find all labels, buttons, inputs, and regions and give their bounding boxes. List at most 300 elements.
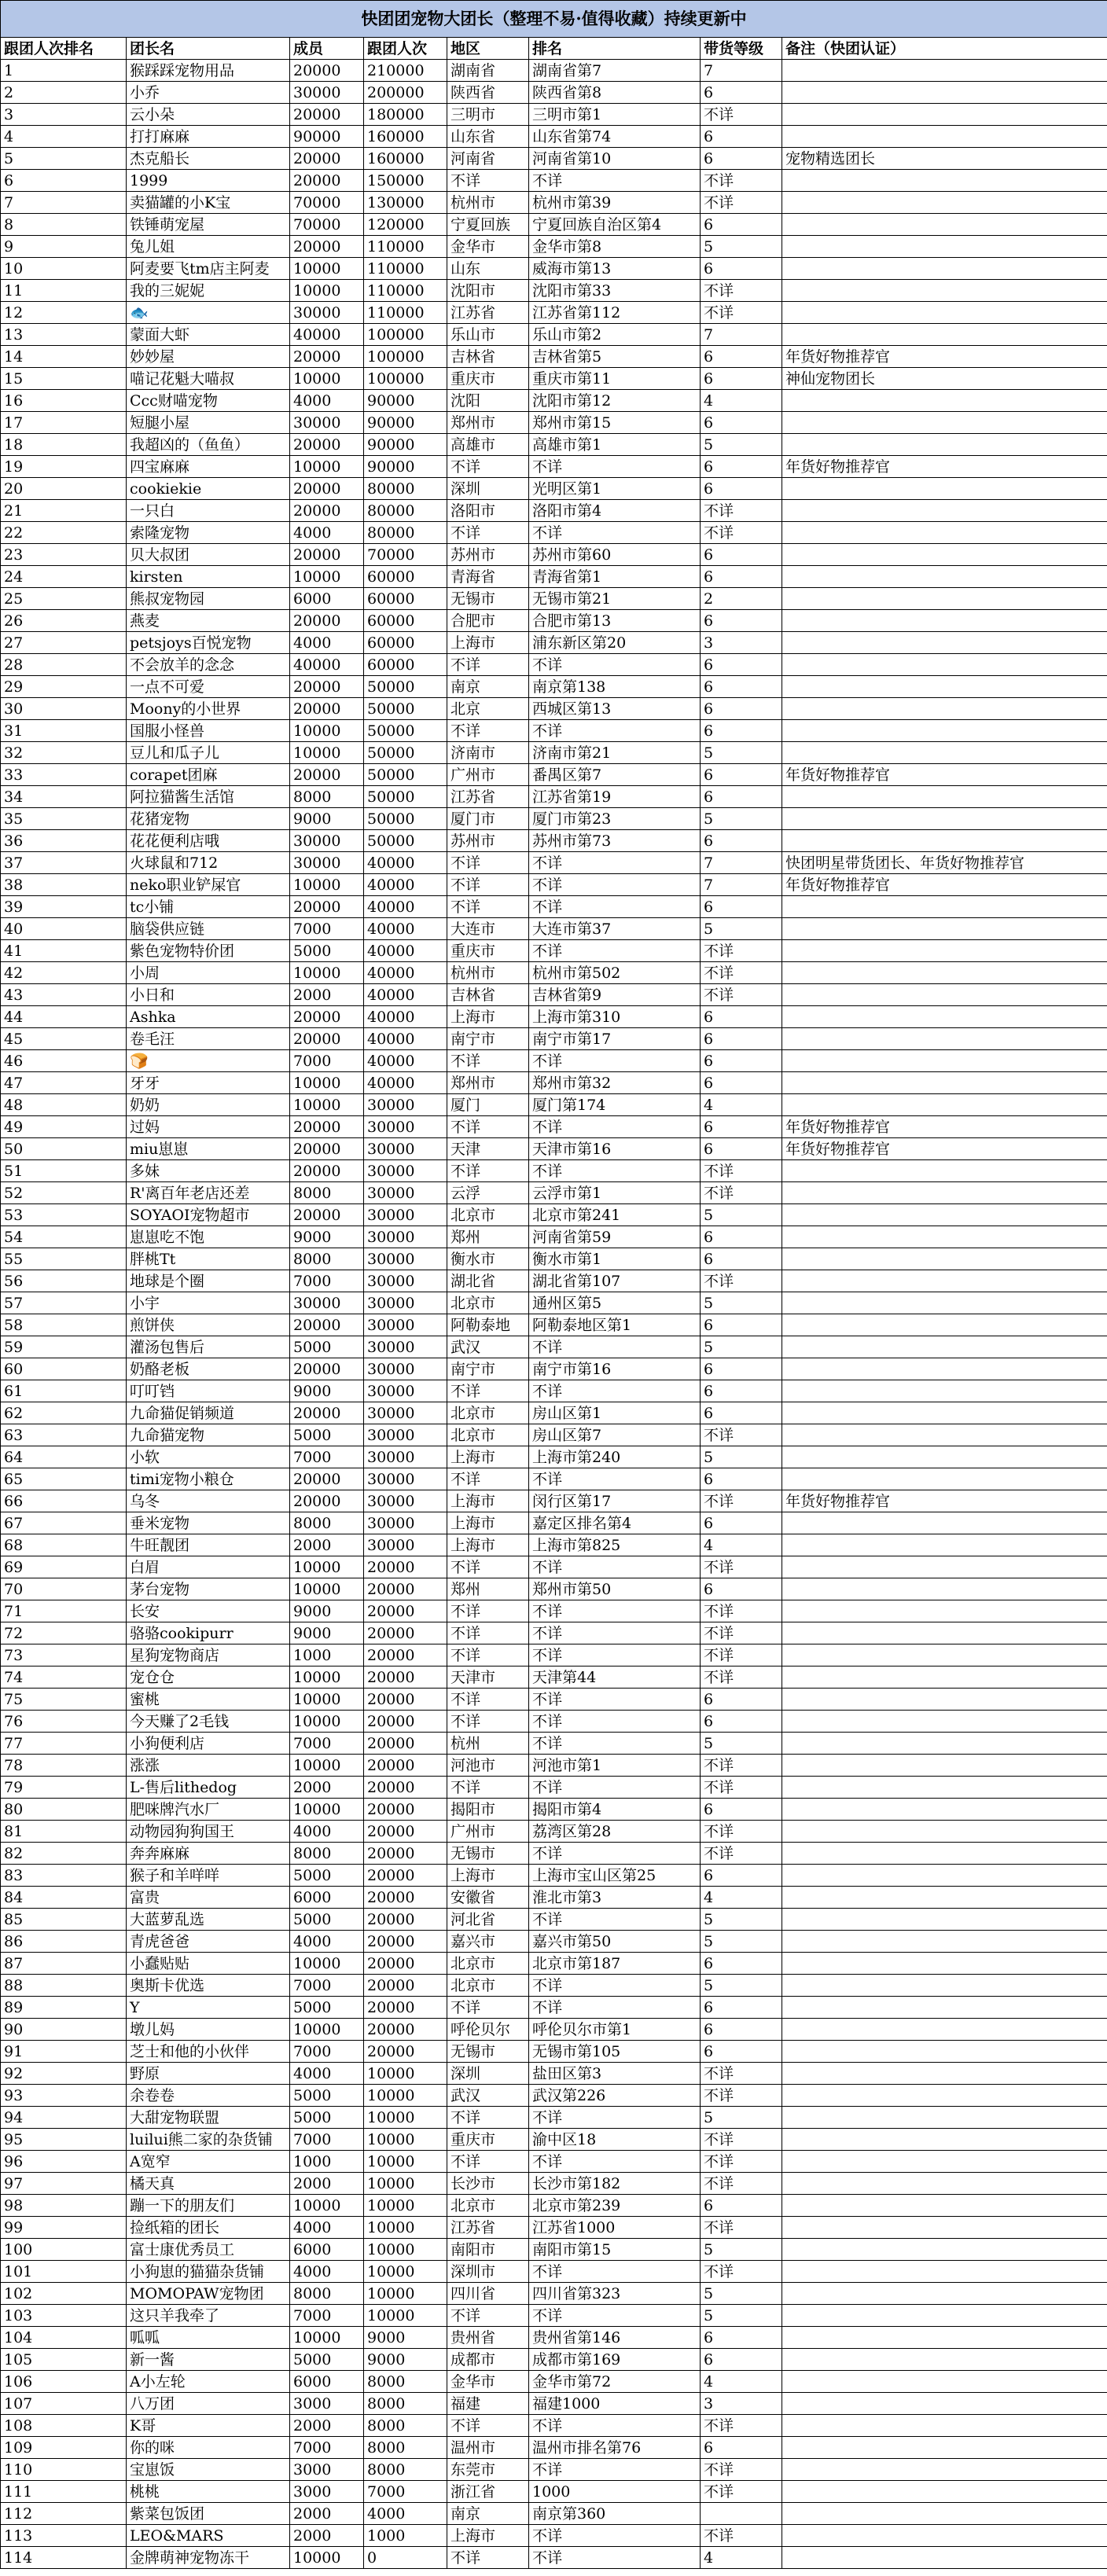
members-cell: 10000: [290, 1953, 364, 1975]
table-row: [1, 764, 1107, 786]
region-cell: 不详: [447, 456, 529, 478]
orders-cell: 50000: [364, 676, 447, 698]
level-cell: 6: [701, 720, 782, 742]
table-row: [1, 60, 1107, 82]
members-cell: 20000: [290, 60, 364, 82]
orders-cell: 30000: [364, 1138, 447, 1160]
remark-cell: [782, 1865, 1107, 1887]
remark-cell: [782, 1799, 1107, 1821]
rank-cell: 74: [1, 1666, 127, 1689]
table-row: [1, 808, 1107, 830]
level-cell: 不详: [701, 2217, 782, 2239]
region-cell: 天津市: [447, 1666, 529, 1689]
leader-name-cell: 宠仓仓: [127, 1666, 290, 1689]
leader-name-cell: 九命猫宠物: [127, 1424, 290, 1446]
members-cell: 5000: [290, 1424, 364, 1446]
orders-cell: 30000: [364, 1380, 447, 1402]
level-cell: 不详: [701, 1270, 782, 1292]
members-cell: 10000: [290, 2019, 364, 2041]
leader-name-cell: 宝崽饭: [127, 2459, 290, 2481]
ranking-cell: 北京市第187: [529, 1953, 701, 1975]
leader-name-cell: 牙牙: [127, 1072, 290, 1094]
rank-cell: 38: [1, 874, 127, 896]
ranking-cell: 威海市第13: [529, 258, 701, 280]
ranking-cell: 合肥市第13: [529, 610, 701, 632]
region-cell: 南宁市: [447, 1028, 529, 1050]
region-cell: 吉林省: [447, 346, 529, 368]
remark-cell: [782, 236, 1107, 258]
table-row: [1, 258, 1107, 280]
orders-cell: 8000: [364, 2459, 447, 2481]
table-row: [1, 896, 1107, 918]
remark-cell: [782, 324, 1107, 346]
ranking-cell: 乐山市第2: [529, 324, 701, 346]
orders-cell: 20000: [364, 1843, 447, 1865]
orders-cell: 20000: [364, 1975, 447, 1997]
leader-name-cell: 八万团: [127, 2393, 290, 2415]
level-cell: 6: [701, 1380, 782, 1402]
ranking-cell: 江苏省1000: [529, 2217, 701, 2239]
leader-name-cell: 四宝麻麻: [127, 456, 290, 478]
level-cell: 6: [701, 148, 782, 170]
leader-name-cell: 捡纸箱的团长: [127, 2217, 290, 2239]
ranking-cell: 郑州市第32: [529, 1072, 701, 1094]
leader-name-cell: 崽崽吃不饱: [127, 1226, 290, 1248]
ranking-cell: 不详: [529, 1909, 701, 1931]
region-cell: 重庆市: [447, 2129, 529, 2151]
leader-name-cell: miu崽崽: [127, 1138, 290, 1160]
ranking-cell: 厦门第174: [529, 1094, 701, 1116]
orders-cell: 70000: [364, 544, 447, 566]
leader-name-cell: 妙妙屋: [127, 346, 290, 368]
remark-cell: [782, 1050, 1107, 1072]
table-row: [1, 1622, 1107, 1644]
leader-name-cell: 我超凶的（鱼鱼）: [127, 434, 290, 456]
table-row: [1, 1556, 1107, 1578]
ranking-cell: 不详: [529, 1116, 701, 1138]
level-cell: 4: [701, 1887, 782, 1909]
region-cell: 厦门: [447, 1094, 529, 1116]
remark-cell: [782, 1270, 1107, 1292]
level-cell: 4: [701, 2547, 782, 2569]
orders-cell: 0: [364, 2547, 447, 2569]
members-cell: 20000: [290, 610, 364, 632]
rank-cell: 45: [1, 1028, 127, 1050]
header-remark: 备注（快团认证）: [782, 38, 1107, 60]
leader-name-cell: 骆骆cookipurr: [127, 1622, 290, 1644]
ranking-cell: 不详: [529, 940, 701, 962]
table-row: [1, 1402, 1107, 1424]
leader-name-cell: 熊叔宠物园: [127, 588, 290, 610]
ranking-cell: 不详: [529, 2261, 701, 2283]
leader-name-cell: 紫菜包饭团: [127, 2503, 290, 2525]
table-row: [1, 2481, 1107, 2503]
header-row: [1, 38, 1107, 60]
leader-name-cell: 九命猫促销频道: [127, 1402, 290, 1424]
level-cell: 6: [701, 478, 782, 500]
ranking-cell: 不详: [529, 2459, 701, 2481]
rank-cell: 43: [1, 984, 127, 1006]
rank-cell: 52: [1, 1182, 127, 1204]
leader-name-cell: 花花便利店哦: [127, 830, 290, 852]
table-row: [1, 2503, 1107, 2525]
leader-name-cell: petsjoys百悦宠物: [127, 632, 290, 654]
region-cell: 上海市: [447, 2525, 529, 2547]
ranking-cell: 金华市第8: [529, 236, 701, 258]
members-cell: 20000: [290, 1204, 364, 1226]
ranking-cell: 沈阳市第33: [529, 280, 701, 302]
leader-name-cell: 短腿小屋: [127, 412, 290, 434]
members-cell: 1000: [290, 2151, 364, 2173]
members-cell: 20000: [290, 676, 364, 698]
ranking-cell: 不详: [529, 654, 701, 676]
orders-cell: 30000: [364, 1490, 447, 1512]
ranking-cell: 不详: [529, 1556, 701, 1578]
orders-cell: 160000: [364, 126, 447, 148]
table-row: [1, 1270, 1107, 1292]
orders-cell: 130000: [364, 192, 447, 214]
table-row: [1, 2239, 1107, 2261]
region-cell: 青海省: [447, 566, 529, 588]
rank-cell: 10: [1, 258, 127, 280]
ranking-cell: 北京市第241: [529, 1204, 701, 1226]
members-cell: 10000: [290, 1666, 364, 1689]
level-cell: 5: [701, 2107, 782, 2129]
ranking-cell: 郑州市第15: [529, 412, 701, 434]
level-cell: 不详: [701, 1843, 782, 1865]
rank-cell: 26: [1, 610, 127, 632]
rank-cell: 16: [1, 390, 127, 412]
remark-cell: [782, 720, 1107, 742]
ranking-cell: 不详: [529, 852, 701, 874]
ranking-cell: 江苏省第112: [529, 302, 701, 324]
remark-cell: [782, 632, 1107, 654]
ranking-cell: 不详: [529, 2151, 701, 2173]
members-cell: 70000: [290, 214, 364, 236]
region-cell: 不详: [447, 1711, 529, 1733]
members-cell: 6000: [290, 1887, 364, 1909]
orders-cell: 40000: [364, 918, 447, 940]
table-row: [1, 1821, 1107, 1843]
table-row: [1, 2415, 1107, 2437]
remark-cell: [782, 676, 1107, 698]
remark-cell: [782, 2547, 1107, 2569]
rank-cell: 97: [1, 2173, 127, 2195]
orders-cell: 30000: [364, 1292, 447, 1314]
table-row: [1, 852, 1107, 874]
region-cell: 河池市: [447, 1755, 529, 1777]
table-row: [1, 566, 1107, 588]
rank-cell: 50: [1, 1138, 127, 1160]
table-row: [1, 1028, 1107, 1050]
orders-cell: 9000: [364, 2349, 447, 2371]
rank-cell: 77: [1, 1733, 127, 1755]
leader-name-cell: 富士康优秀员工: [127, 2239, 290, 2261]
members-cell: 10000: [290, 258, 364, 280]
leader-name-cell: 一点不可爱: [127, 676, 290, 698]
table-row: [1, 148, 1107, 170]
remark-cell: [782, 940, 1107, 962]
ranking-cell: 河南省第59: [529, 1226, 701, 1248]
rank-cell: 6: [1, 170, 127, 192]
level-cell: 6: [701, 544, 782, 566]
region-cell: 上海市: [447, 632, 529, 654]
ranking-cell: 北京市第239: [529, 2195, 701, 2217]
header-ranking: 排名: [529, 38, 701, 60]
remark-cell: [782, 2261, 1107, 2283]
level-cell: 7: [701, 324, 782, 346]
rank-cell: 40: [1, 918, 127, 940]
level-cell: 不详: [701, 2525, 782, 2547]
remark-cell: [782, 984, 1107, 1006]
rank-cell: 18: [1, 434, 127, 456]
orders-cell: 40000: [364, 1050, 447, 1072]
region-cell: 深圳: [447, 478, 529, 500]
table-row: [1, 192, 1107, 214]
table-row: [1, 2327, 1107, 2349]
members-cell: 30000: [290, 830, 364, 852]
members-cell: 20000: [290, 1006, 364, 1028]
leader-name-cell: 脑袋供应链: [127, 918, 290, 940]
table-row: [1, 434, 1107, 456]
region-cell: 不详: [447, 2547, 529, 2569]
region-cell: 吉林省: [447, 984, 529, 1006]
orders-cell: 100000: [364, 368, 447, 390]
ranking-cell: 淮北市第3: [529, 1887, 701, 1909]
level-cell: 6: [701, 82, 782, 104]
level-cell: 5: [701, 1931, 782, 1953]
title-row: [1, 1, 1107, 38]
rank-cell: 23: [1, 544, 127, 566]
remark-cell: [782, 280, 1107, 302]
orders-cell: 40000: [364, 896, 447, 918]
rank-cell: 41: [1, 940, 127, 962]
ranking-cell: 不详: [529, 2547, 701, 2569]
ranking-cell: 不详: [529, 1843, 701, 1865]
region-cell: 天津: [447, 1138, 529, 1160]
table-row: [1, 1182, 1107, 1204]
remark-cell: [782, 1711, 1107, 1733]
members-cell: 90000: [290, 126, 364, 148]
level-cell: 不详: [701, 1160, 782, 1182]
leader-name-cell: luilui熊二家的杂货铺: [127, 2129, 290, 2151]
members-cell: 7000: [290, 2041, 364, 2063]
members-cell: 7000: [290, 2305, 364, 2327]
rank-cell: 47: [1, 1072, 127, 1094]
table-row: [1, 412, 1107, 434]
members-cell: 3000: [290, 2481, 364, 2503]
orders-cell: 30000: [364, 1270, 447, 1292]
rank-cell: 20: [1, 478, 127, 500]
ranking-cell: 不详: [529, 1733, 701, 1755]
rank-cell: 112: [1, 2503, 127, 2525]
remark-cell: [782, 2129, 1107, 2151]
region-cell: 沈阳: [447, 390, 529, 412]
members-cell: 20000: [290, 1116, 364, 1138]
region-cell: 不详: [447, 896, 529, 918]
table-row: [1, 456, 1107, 478]
level-cell: 6: [701, 1799, 782, 1821]
table-row: [1, 1997, 1107, 2019]
rank-cell: 98: [1, 2195, 127, 2217]
table-row: [1, 2173, 1107, 2195]
rank-cell: 21: [1, 500, 127, 522]
leader-name-cell: Y: [127, 1997, 290, 2019]
rank-cell: 4: [1, 126, 127, 148]
table-row: [1, 742, 1107, 764]
table-row: [1, 346, 1107, 368]
table-row: [1, 2261, 1107, 2283]
orders-cell: 7000: [364, 2481, 447, 2503]
members-cell: 10000: [290, 1799, 364, 1821]
region-cell: 不详: [447, 1380, 529, 1402]
leader-name-cell: 猴踩踩宠物用品: [127, 60, 290, 82]
level-cell: 不详: [701, 962, 782, 984]
region-cell: 郑州市: [447, 412, 529, 434]
remark-cell: [782, 1534, 1107, 1556]
rank-cell: 62: [1, 1402, 127, 1424]
members-cell: 20000: [290, 1138, 364, 1160]
region-cell: 杭州市: [447, 962, 529, 984]
rank-cell: 81: [1, 1821, 127, 1843]
leader-name-cell: 余卷卷: [127, 2085, 290, 2107]
orders-cell: 30000: [364, 1534, 447, 1556]
leader-name-cell: 卷毛汪: [127, 1028, 290, 1050]
table-row: [1, 962, 1107, 984]
leader-name-cell: 1999: [127, 170, 290, 192]
remark-cell: [782, 1204, 1107, 1226]
orders-cell: 210000: [364, 60, 447, 82]
members-cell: 20000: [290, 148, 364, 170]
rank-cell: 27: [1, 632, 127, 654]
level-cell: 6: [701, 1006, 782, 1028]
ranking-cell: 云浮市第1: [529, 1182, 701, 1204]
level-cell: 6: [701, 2195, 782, 2217]
members-cell: 10000: [290, 1556, 364, 1578]
leader-name-cell: 新一酱: [127, 2349, 290, 2371]
orders-cell: 10000: [364, 2305, 447, 2327]
region-cell: 深圳: [447, 2063, 529, 2085]
region-cell: 广州市: [447, 764, 529, 786]
members-cell: 7000: [290, 1975, 364, 1997]
orders-cell: 50000: [364, 742, 447, 764]
remark-cell: [782, 2041, 1107, 2063]
leader-name-cell: 我的三妮妮: [127, 280, 290, 302]
rank-cell: 59: [1, 1336, 127, 1358]
region-cell: 山东: [447, 258, 529, 280]
rank-cell: 30: [1, 698, 127, 720]
table-row: [1, 1116, 1107, 1138]
members-cell: 70000: [290, 192, 364, 214]
ranking-cell: 荔湾区第28: [529, 1821, 701, 1843]
orders-cell: 40000: [364, 984, 447, 1006]
leader-name-cell: 燕麦: [127, 610, 290, 632]
table-row: [1, 2371, 1107, 2393]
region-cell: 上海市: [447, 1490, 529, 1512]
region-cell: 郑州市: [447, 1072, 529, 1094]
level-cell: 6: [701, 2437, 782, 2459]
level-cell: 6: [701, 1138, 782, 1160]
orders-cell: 10000: [364, 2085, 447, 2107]
ranking-cell: 嘉定区排名第4: [529, 1512, 701, 1534]
level-cell: 5: [701, 2239, 782, 2261]
table-row: [1, 1490, 1107, 1512]
table-row: [1, 1006, 1107, 1028]
members-cell: 20000: [290, 1468, 364, 1490]
table-row: [1, 1050, 1107, 1072]
remark-cell: [782, 104, 1107, 126]
leader-name-cell: 小周: [127, 962, 290, 984]
orders-cell: 20000: [364, 1556, 447, 1578]
table-row: [1, 830, 1107, 852]
rank-cell: 58: [1, 1314, 127, 1336]
members-cell: 30000: [290, 82, 364, 104]
leader-name-cell: 胖桃Tt: [127, 1248, 290, 1270]
remark-cell: [782, 390, 1107, 412]
remark-cell: [782, 1578, 1107, 1600]
level-cell: 5: [701, 808, 782, 830]
table-row: [1, 1358, 1107, 1380]
members-cell: 30000: [290, 412, 364, 434]
remark-cell: [782, 434, 1107, 456]
remark-cell: [782, 830, 1107, 852]
ranking-cell: 不详: [529, 720, 701, 742]
ranking-cell: 嘉兴市第50: [529, 1931, 701, 1953]
orders-cell: 20000: [364, 1755, 447, 1777]
remark-cell: [782, 1292, 1107, 1314]
ranking-cell: 江苏省第19: [529, 786, 701, 808]
sheet-title: 快团团宠物大团长（整理不易·值得收藏）持续更新中: [1, 1, 1107, 38]
level-cell: 6: [701, 1953, 782, 1975]
table-row: [1, 610, 1107, 632]
rank-cell: 107: [1, 2393, 127, 2415]
orders-cell: 9000: [364, 2327, 447, 2349]
rank-cell: 69: [1, 1556, 127, 1578]
region-cell: 河北省: [447, 1909, 529, 1931]
members-cell: 8000: [290, 2283, 364, 2305]
table-row: [1, 588, 1107, 610]
rank-cell: 90: [1, 2019, 127, 2041]
region-cell: 北京市: [447, 1975, 529, 1997]
table-row: [1, 1314, 1107, 1336]
leader-name-cell: 蹦一下的朋友们: [127, 2195, 290, 2217]
table-row: [1, 2349, 1107, 2371]
region-cell: 湖南省: [447, 60, 529, 82]
ranking-cell: 不详: [529, 1380, 701, 1402]
region-cell: 湖北省: [447, 1270, 529, 1292]
level-cell: 6: [701, 1402, 782, 1424]
ranking-cell: 高雄市第1: [529, 434, 701, 456]
rank-cell: 37: [1, 852, 127, 874]
orders-cell: 20000: [364, 1689, 447, 1711]
rank-cell: 93: [1, 2085, 127, 2107]
level-cell: 5: [701, 742, 782, 764]
leader-name-cell: 紫色宠物特价团: [127, 940, 290, 962]
table-row: [1, 1711, 1107, 1733]
ranking-cell: 不详: [529, 1689, 701, 1711]
region-cell: 三明市: [447, 104, 529, 126]
rank-cell: 80: [1, 1799, 127, 1821]
remark-cell: 年货好物推荐官: [782, 874, 1107, 896]
rank-cell: 15: [1, 368, 127, 390]
table-row: [1, 1380, 1107, 1402]
table-row: [1, 874, 1107, 896]
region-cell: 不详: [447, 1689, 529, 1711]
leader-name-cell: 煎饼侠: [127, 1314, 290, 1336]
level-cell: 不详: [701, 984, 782, 1006]
level-cell: 6: [701, 654, 782, 676]
orders-cell: 10000: [364, 2261, 447, 2283]
